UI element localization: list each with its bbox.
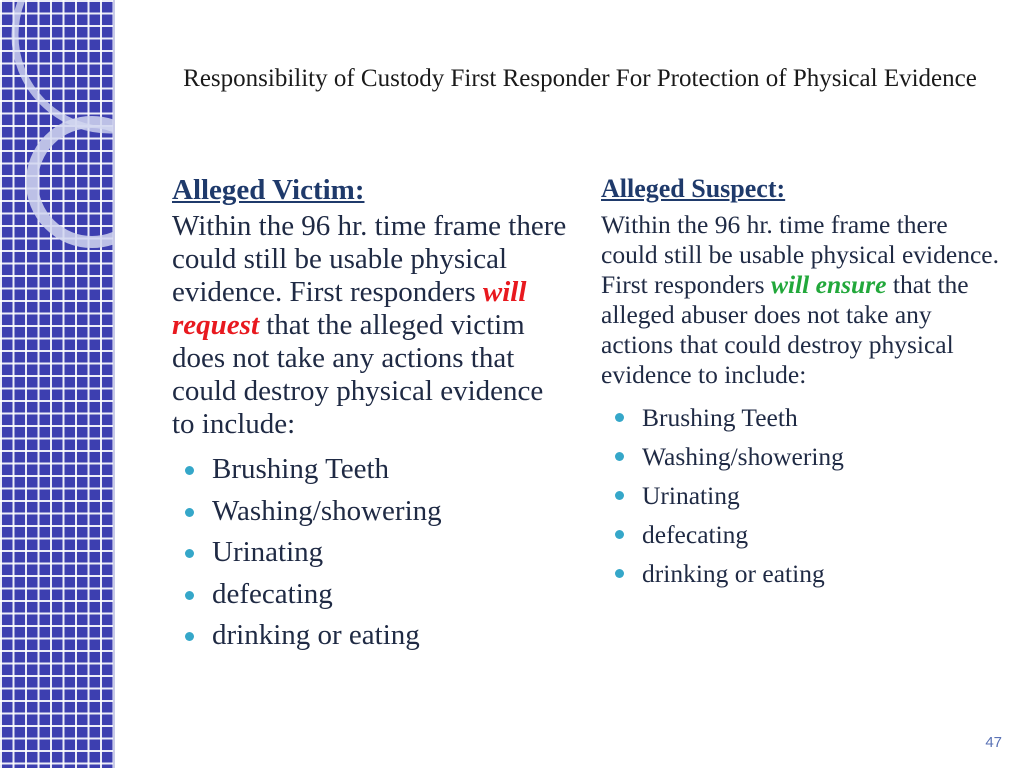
list-item — [601, 437, 1001, 476]
list-item — [601, 554, 1001, 593]
bullet-icon — [185, 591, 194, 600]
list-item — [172, 615, 572, 657]
paragraph-text: Within the 96 hr. time frame there could still be usable physical evidence. First responders — [601, 210, 999, 299]
list-item-label: Washing/showering — [642, 442, 844, 471]
alleged-victim-paragraph — [172, 210, 572, 441]
bullet-icon — [615, 530, 624, 539]
decorative-rings-icon — [0, 0, 113, 768]
list-item-label: defecating — [642, 520, 749, 549]
list-item — [172, 532, 572, 574]
list-item-label: Urinating — [642, 481, 740, 510]
list-item-label: drinking or eating — [642, 559, 825, 588]
list-item — [601, 476, 1001, 515]
list-item-label: Brushing Teeth — [642, 403, 798, 432]
alleged-victim-heading: Alleged Victim: — [172, 174, 365, 206]
alleged-victim-column — [172, 172, 572, 657]
bullet-icon — [615, 569, 624, 578]
list-item-label: Washing/showering — [212, 494, 442, 527]
slide-title: Responsibility of Custody First Responder For Protection of Physical Evidence — [183, 65, 977, 92]
alleged-suspect-column — [601, 172, 1001, 593]
list-item-label: drinking or eating — [212, 619, 420, 651]
list-item — [601, 398, 1001, 437]
bullet-icon — [615, 452, 624, 461]
slide-number: 47 — [985, 734, 1002, 751]
alleged-suspect-heading: Alleged Suspect: — [601, 174, 786, 203]
alleged-suspect-bullet-list — [601, 398, 1001, 593]
alleged-suspect-paragraph — [601, 210, 1001, 390]
emphasis-will-request: will request — [172, 276, 527, 341]
bullet-icon — [185, 466, 194, 475]
list-item-label: Brushing Teeth — [212, 453, 390, 485]
paragraph-text: that the alleged abuser does not take any actions that could destroy physical evidence to include: — [601, 270, 969, 389]
list-item — [172, 491, 572, 533]
paragraph-text: Within the 96 hr. time frame there could still be usable physical evidence. First responders — [172, 210, 567, 308]
list-item — [601, 515, 1001, 554]
decorative-sidebar — [0, 0, 115, 768]
bullet-icon — [185, 508, 194, 517]
alleged-victim-bullet-list — [172, 449, 572, 657]
emphasis-will-ensure: will ensure — [770, 270, 887, 299]
list-item — [172, 574, 572, 616]
bullet-icon — [185, 549, 194, 558]
paragraph-text: that the alleged victim does not take any actions that could destroy physical evidence to include: — [172, 309, 544, 440]
bullet-icon — [185, 632, 194, 641]
bullet-icon — [615, 491, 624, 500]
list-item-label: defecating — [212, 577, 333, 610]
list-item-label: Urinating — [212, 536, 324, 568]
bullet-icon — [615, 413, 624, 422]
list-item — [172, 449, 572, 491]
